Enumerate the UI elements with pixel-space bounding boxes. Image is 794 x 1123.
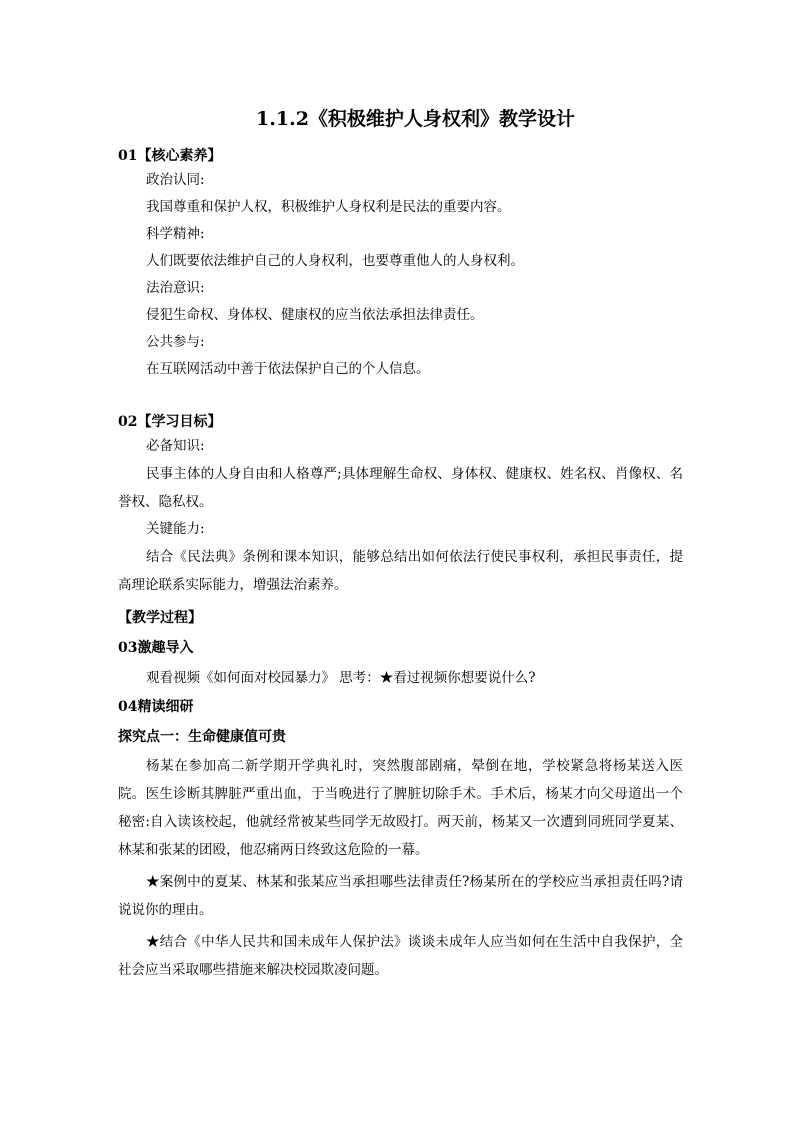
core-item-label-law: 法治意识: — [146, 280, 205, 296]
section-heading-core-literacy: 01【核心素养】 — [118, 148, 222, 164]
spacer — [118, 383, 683, 411]
goal-text-ability: 结合《民法典》条例和课本知识，能够总结出如何依法行使民事权利，承担民事责任，提高理论联系实际能力，增强法治素养。 — [118, 549, 683, 593]
core-item-text-science: 人们既要依法维护自己的人身权利，也要尊重他人的人身权利。 — [146, 253, 524, 269]
section-close-reading — [118, 696, 683, 984]
core-item-label-political: 政治认同: — [146, 172, 205, 188]
question-paragraph-1: ★案例中的夏某、林某和张某应当承担哪些法律责任?杨某所在的学校应当承担责任吗?请说说你的理由。 — [118, 874, 683, 918]
section-heading-learning-goals: 02【学习目标】 — [118, 414, 222, 430]
goal-label-knowledge: 必备知识: — [146, 438, 205, 454]
section-heading-intro: 03激趣导入 — [118, 640, 194, 656]
core-item-label-science: 科学精神: — [146, 226, 205, 242]
document-title: 1.1.2《积极维护人身权利》教学设计 — [256, 108, 575, 130]
core-item-label-public: 公共参与: — [146, 334, 205, 350]
intro-text: 观看视频《如何面对校园暴力》 思考：★看过视频你想要说什么? — [146, 670, 536, 686]
inquiry-point-heading: 探究点一：生命健康值可贵 — [118, 729, 286, 745]
core-item-text-public: 在互联网活动中善于依法保护自己的个人信息。 — [146, 361, 430, 377]
question-paragraph-2: ★结合《中华人民共和国未成年人保护法》谈谈未成年人应当如何在生活中自我保护，全社会应当采取哪些措施来解决校园欺凌问题。 — [118, 934, 683, 978]
section-core-literacy — [118, 145, 683, 383]
core-item-text-law: 侵犯生命权、身体权、健康权的应当依法承担法律责任。 — [146, 307, 484, 323]
section-intro — [118, 637, 683, 692]
core-item-text-political: 我国尊重和保护人权，积极维护人身权利是民法的重要内容。 — [146, 199, 511, 215]
section-learning-goals — [118, 411, 683, 599]
goal-label-ability: 关键能力: — [146, 521, 205, 537]
section-heading-teaching-process: 【教学过程】 — [118, 610, 202, 626]
goal-text-knowledge: 民事主体的人身自由和人格尊严;具体理解生命权、身体权、健康权、姓名权、肖像权、名誉权、隐私权。 — [118, 466, 683, 510]
section-heading-close-reading: 04精读细研 — [118, 699, 194, 715]
case-paragraph: 杨某在参加高二新学期开学典礼时，突然腹部剧痛，晕倒在地，学校紧急将杨某送入医院。医生诊断其脾脏严重出血，于当晚进行了脾脏切除手术。手术后，杨某才向父母道出一个秘密:自入读该校起，他就经常被某些同学无故殴打。两天前，杨某又一次遭到同班同学夏某、林某和张某的团殴，他忍痛两日终致这危险的一幕。 — [118, 758, 683, 858]
document-page — [118, 104, 683, 984]
